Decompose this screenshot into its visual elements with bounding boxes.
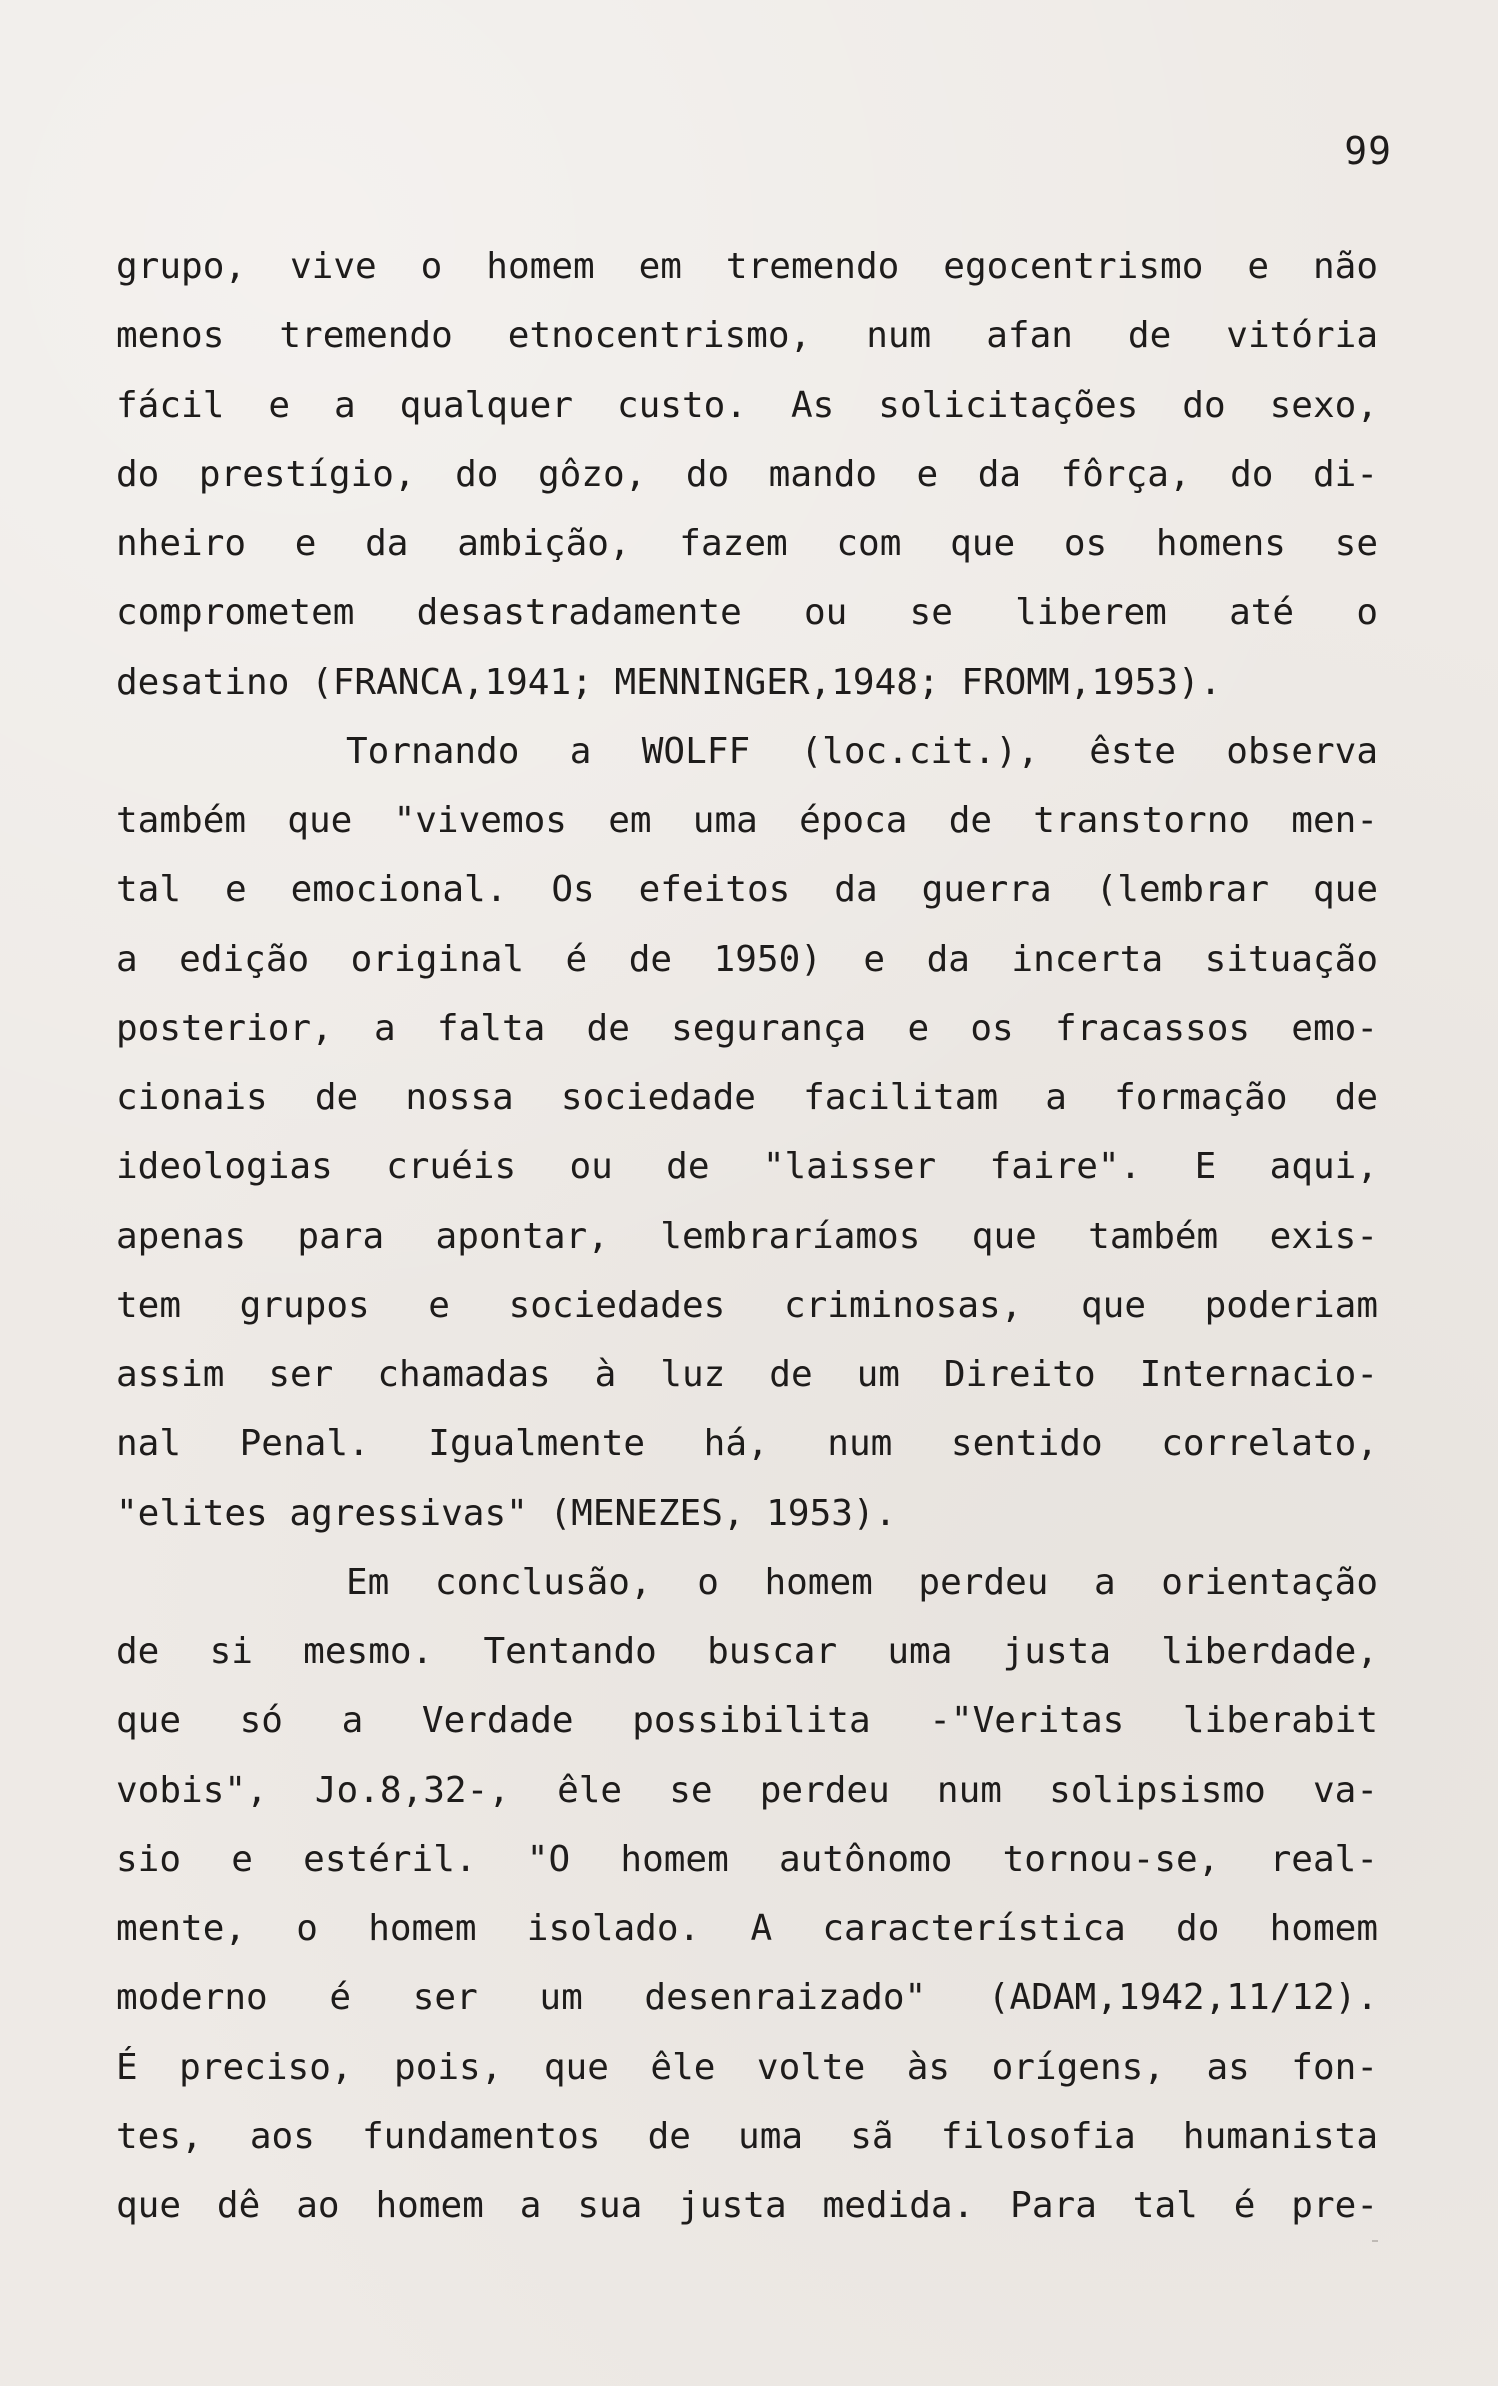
text-line: a edição original é de 1950) e da incerta situação bbox=[116, 938, 1378, 980]
text-line: também que "vivemos em uma época de transtorno men- bbox=[116, 800, 1378, 841]
text-line: do prestígio, do gôzo, do mando e da fôrça, do di- bbox=[116, 453, 1378, 495]
text-line: sio e estéril. "O homem autônomo tornou-se, real- bbox=[116, 1838, 1378, 1880]
text-line: fácil e a qualquer custo. As solicitações do sexo, bbox=[116, 384, 1378, 426]
text-line: nal Penal. Igualmente há, num sentido correlato, bbox=[116, 1423, 1378, 1465]
text-line: apenas para apontar, lembraríamos que também exis- bbox=[116, 1215, 1378, 1257]
text-line: desatino (FRANCA,1941; MENNINGER,1948; FROMM,1953). bbox=[116, 661, 1222, 703]
text-line: nheiro e da ambição, fazem com que os homens se bbox=[116, 523, 1378, 564]
text-line: vobis", Jo.8,32-, êle se perdeu num solipsismo va- bbox=[116, 1769, 1378, 1811]
text-line: tem grupos e sociedades criminosas, que poderiam bbox=[116, 1284, 1378, 1326]
text-line: ideologias cruéis ou de "laisser faire". E aqui, bbox=[116, 1146, 1378, 1188]
page-number: 99 bbox=[1344, 129, 1392, 173]
text-line: "elites agressivas" (MENEZES, 1953). bbox=[116, 1492, 897, 1534]
paragraph-start-line: Em conclusão, o homem perdeu a orientação bbox=[346, 1561, 1378, 1603]
text-line: mente, o homem isolado. A característica do homem bbox=[116, 1908, 1378, 1949]
paper-speck bbox=[1372, 2240, 1378, 2242]
text-line: tal e emocional. Os efeitos da guerra (lembrar que bbox=[116, 869, 1378, 911]
text-line: grupo, vive o homem em tremendo egocentrismo e não bbox=[116, 246, 1378, 287]
text-line: assim ser chamadas à luz de um Direito Internacio- bbox=[116, 1354, 1378, 1395]
paragraph-start-line: Tornando a WOLFF (loc.cit.), êste observa bbox=[346, 730, 1378, 772]
text-line: tes, aos fundamentos de uma sã filosofia humanista bbox=[116, 2115, 1378, 2157]
text-line: posterior, a falta de segurança e os fracassos emo- bbox=[116, 1007, 1378, 1049]
text-line: que dê ao homem a sua justa medida. Para tal é pre- bbox=[116, 2185, 1378, 2226]
text-line: menos tremendo etnocentrismo, num afan de vitória bbox=[116, 315, 1378, 357]
text-line: moderno é ser um desenraizado" (ADAM,1942,11/12). bbox=[116, 1977, 1378, 2019]
text-line: cionais de nossa sociedade facilitam a formação de bbox=[116, 1077, 1378, 1118]
body-text bbox=[116, 232, 1378, 2240]
text-line: É preciso, pois, que êle volte às orígens, as fon- bbox=[116, 2046, 1378, 2088]
text-line: que só a Verdade possibilita -"Veritas liberabit bbox=[116, 1700, 1378, 1742]
text-line: de si mesmo. Tentando buscar uma justa liberdade, bbox=[116, 1631, 1378, 1672]
text-line: comprometem desastradamente ou se liberem até o bbox=[116, 592, 1378, 634]
